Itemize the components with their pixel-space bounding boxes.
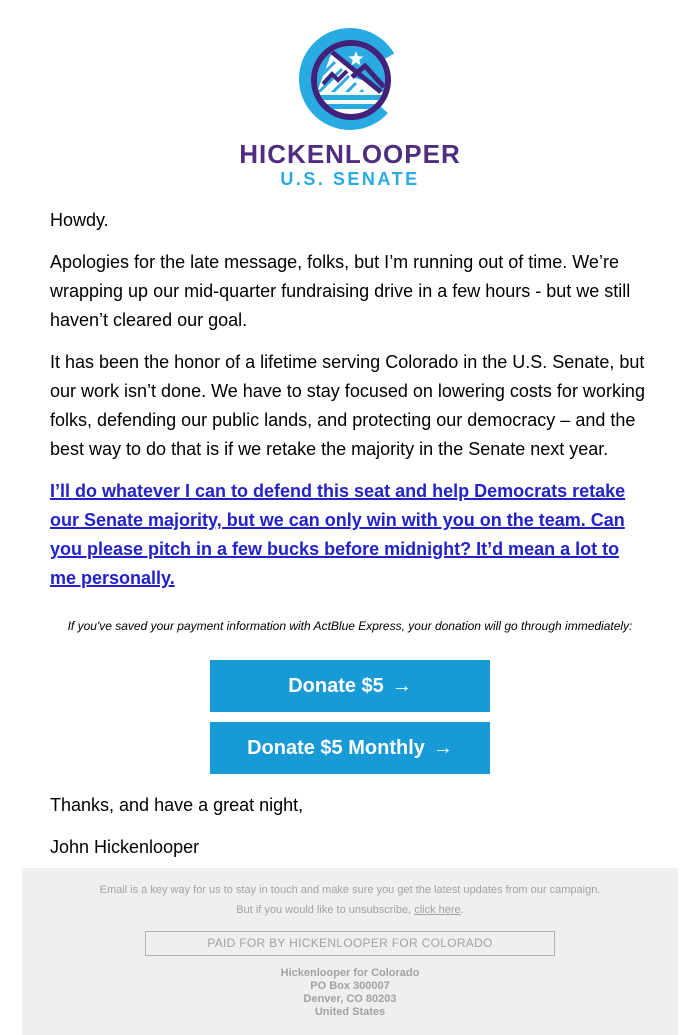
address-line-2: PO Box 300007 [310, 980, 390, 992]
brand-name: HICKENLOOPER [239, 139, 461, 169]
donate-buttons [50, 660, 650, 774]
email-footer [22, 868, 678, 1035]
greeting-text: Howdy. [50, 210, 109, 230]
paragraph-1: Apologies for the late message, folks, but I’m running out of time. We’re wrapping up our mid-quarter fundraising drive in a few hours - but we still haven’t cleared our goal. [50, 252, 631, 330]
footer-line-1: Email is a key way for us to stay in touch and make sure you get the latest updates from our campaign. [99, 884, 601, 896]
email-body [0, 191, 700, 862]
donate-5-monthly-button[interactable] [210, 722, 490, 774]
closing-text: Thanks, and have a great night, [50, 795, 304, 815]
campaign-logo-block [0, 0, 700, 189]
arrow-right-icon: → [391, 674, 412, 697]
address-line-1: Hickenlooper for Colorado [280, 967, 420, 979]
donate-text-link[interactable]: I’ll do whatever I can to defend this seat and help Democrats retake our Senate majority, but we can only win with you on the team. Can you please pitch in a few bucks before midnight? It’d mean a lot to me personally. [50, 481, 626, 588]
actblue-express-note: If you've saved your payment information with ActBlue Express, your donation will go through immediately: [67, 619, 633, 633]
unsubscribe-link[interactable]: click here [414, 904, 461, 916]
footer-line-2 [22, 900, 678, 920]
donate-5-monthly-button-label: Donate $5 Monthly [247, 736, 425, 759]
unsubscribe-text-prefix: But if you would like to unsubscribe, [236, 904, 415, 916]
hickenlooper-logo-icon [292, 26, 408, 132]
paid-for-disclaimer: PAID FOR BY HICKENLOOPER FOR COLORADO [145, 931, 555, 956]
donate-5-button[interactable] [210, 660, 490, 712]
arrow-right-icon: → [432, 736, 453, 759]
paragraph-2: It has been the honor of a lifetime serving Colorado in the U.S. Senate, but our work isn’t done. We have to stay focused on lowering costs for working folks, defending our public lands, and protecting our democracy – and the best way to do that is if we retake the majority in the Senate next year. [50, 352, 645, 459]
donate-5-button-label: Donate $5 [288, 674, 384, 697]
address-line-3: Denver, CO 80203 [303, 993, 397, 1005]
campaign-address [22, 967, 678, 1019]
brand-subtitle: U.S. SENATE [280, 169, 420, 189]
signature-text: John Hickenlooper [50, 837, 200, 857]
paragraph-link [50, 477, 650, 593]
address-line-4: United States [314, 1006, 386, 1018]
unsubscribe-text-suffix: . [460, 904, 464, 916]
